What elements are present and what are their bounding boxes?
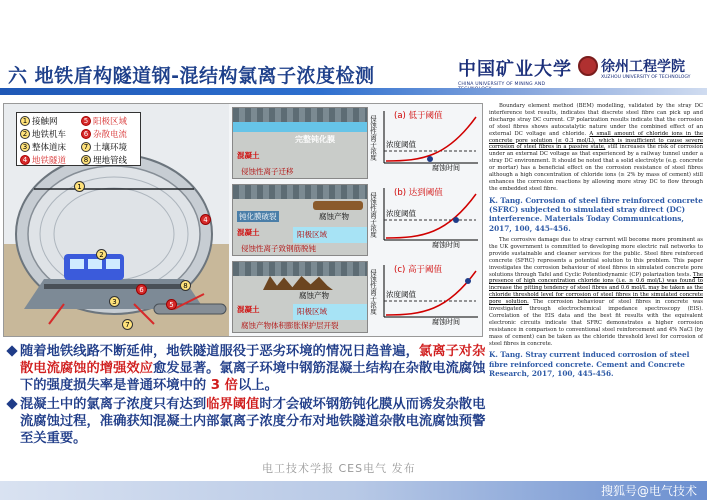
legend-num: 4	[20, 155, 30, 165]
bullet-text: 以上。	[237, 378, 278, 393]
graph-title: (a) 低于阈值	[394, 111, 443, 121]
legend-num: 3	[20, 142, 30, 152]
abstract-text: The corrosive damage due to stray current will become more prominent as the UK government is committed to developing more electric rail networks to provide sustainable and cleaner services for the public. Steel fibre reinforced concrete (SFRC) represents a potential solution to this problem. This paper investigates the corrosion behaviour of steel fibres in simulated concrete pore solutions through Tafel and Cyclic Potentiodynamic (CP) polarization tests.	[489, 236, 703, 278]
rust-product	[313, 201, 363, 210]
threshold-graph	[369, 107, 482, 179]
cumt-logo-en: CHINA UNIVERSITY OF MINING AND	[458, 82, 546, 87]
legend-label: 整体道床	[32, 143, 67, 153]
title-underline-bar	[0, 88, 707, 95]
bullet-highlight: 临界阈值	[206, 397, 260, 412]
legend-num: 7	[81, 142, 91, 152]
abstract-text: still increases the risk of corrosion under an external DC voltage as that experienced by a railway tunnel under a stray DC environment. It should be noted that a solid electrolyte (e.g. concrete or mortar) has a beneficial effect on the corrosion resistance of steel fibres although a high concentration of chloride ions (≥ 2% by mass of cement) still enhances the corrosion reactions by allowing more stray DC to flow through the embedded steel fibre.	[489, 144, 703, 192]
abstract-text: The corrosion behaviour of steel fibres in concrete was investigated through electrochemical impedance spectroscopy (EIS). Correlation of the EIS data and the best fit results with the equivalent electronic circuits indicate that SFRC demonstrates a higher corrosion resistance in comparison to conventional steel reinforcement and 4% NaCl (by mass of cement) can be taken as the chloride threshold level for corrosion of steel fibres in concrete.	[489, 299, 703, 347]
legend-label: 埋地管线	[93, 156, 128, 166]
bullet-item	[6, 396, 486, 447]
panel-below-threshold	[232, 107, 483, 181]
callout-marker: 5	[166, 299, 177, 310]
legend-label: 杂散电流	[93, 130, 128, 140]
legend-label: 地铁机车	[32, 130, 67, 140]
bullet-text: 时才会破坏钢筋钝化膜从而诱发杂散电流腐蚀过程，准确获知混凝土内部氯离子浓度分布对地铁隧道杂散电流腐蚀预警至关重要。	[20, 397, 486, 446]
figure-legend	[16, 112, 141, 166]
legend-num: 2	[20, 129, 30, 139]
bullet-text: 随着地铁线路不断延伸，地铁隧道服役于恶劣环境的情况日趋普遍，	[20, 344, 419, 359]
concrete-label: 混凝土	[237, 305, 260, 314]
legend-item	[81, 141, 127, 153]
process-label: 腐蚀产物体积膨胀保护层开裂	[241, 321, 339, 330]
corrosion-figure	[3, 103, 483, 337]
threshold-label: 浓度阈值	[386, 209, 416, 218]
xzit-logo-en: XUZHOU UNIVERSITY OF TECHNOLOGY	[601, 75, 691, 80]
legend-item	[20, 141, 66, 153]
concrete-section	[232, 261, 368, 333]
bullet-list	[6, 343, 486, 449]
callout-marker: 4	[200, 214, 211, 225]
x-axis-label: 腐蚀时间	[432, 164, 460, 172]
reference-column	[489, 103, 703, 421]
xzit-logo-cn: 徐州工程学院	[601, 59, 685, 75]
legend-num: 8	[81, 155, 91, 165]
threshold-graph	[369, 261, 482, 333]
graph-title: (c) 高于阈值	[394, 265, 443, 275]
bullet-highlight: 氯离子对杂散电流腐蚀的增强效应	[20, 344, 486, 376]
x-axis-label: 腐蚀时间	[432, 318, 460, 326]
crack-region	[263, 276, 333, 290]
threshold-label: 浓度阈值	[386, 290, 416, 299]
legend-label: 阳极区域	[93, 117, 128, 127]
cumt-logo-cn: 中国矿业大学	[458, 59, 572, 80]
y-axis-label: 侵蚀性离子浓度	[369, 192, 377, 238]
x-axis-label: 腐蚀时间	[432, 241, 460, 249]
rust-label: 腐蚀产物	[319, 212, 349, 221]
callout-marker: 3	[109, 296, 120, 307]
abstract-highlight: A small amount of chloride ions in the concrete pore solution (≤ 0.3 mol/L), which is insufficient to cause severe corrosion of steel fibres in a passive state,	[489, 130, 703, 151]
legend-item	[20, 154, 66, 166]
steel-layer	[233, 108, 368, 122]
concrete-label: 混凝土	[237, 151, 260, 160]
bullet-highlight: 3 倍	[210, 378, 238, 393]
watermark-text: 搜狐号@电气技术	[600, 484, 697, 498]
footer-bar	[0, 481, 707, 500]
y-axis-label: 侵蚀性离子浓度	[369, 115, 377, 161]
reference-citation: K. Tang. Stray current induced corrosion of steel fibre reinforced concrete. Cement and Concrete Research, 2017, 100, 445-456.	[489, 350, 690, 379]
seal-icon	[578, 56, 598, 76]
legend-item	[81, 154, 127, 166]
steel-layer	[233, 262, 368, 276]
rust-label: 腐蚀产物	[299, 291, 329, 300]
xzit-logo	[578, 54, 703, 88]
legend-num: 5	[81, 116, 91, 126]
steel-layer	[233, 185, 368, 199]
reference-citation: K. Tang. Corrosion of steel fibre reinforced concrete (SFRC) subjected to simulated stray direct (DC) interference. Materials Today Communications, 2017, 100, 445-456.	[489, 195, 703, 233]
zone-label: 阳极区域	[297, 307, 327, 316]
process-label: 侵蚀性离子迁移	[241, 167, 294, 176]
legend-num: 1	[20, 116, 30, 126]
abstract-paragraph	[489, 103, 703, 193]
callout-marker: 1	[74, 181, 85, 192]
bullet-text: 混凝土中的氯离子浓度只有达到	[20, 397, 207, 412]
callout-marker: 8	[180, 280, 191, 291]
footer	[0, 455, 707, 500]
film-label: 钝化膜破裂	[239, 212, 277, 221]
footer-publisher: 电工技术学报 CES电气 发布	[262, 462, 416, 475]
graph-title: (b) 达到阈值	[394, 188, 443, 198]
callout-marker: 7	[122, 319, 133, 330]
y-axis-label: 侵蚀性离子浓度	[369, 269, 377, 315]
legend-label: 接触网	[32, 117, 58, 127]
zone-label: 阳极区域	[297, 230, 327, 239]
legend-item	[20, 115, 58, 127]
abstract-text: Boundary element method (BEM) modelling, validated by the stray DC interference test results, indicates that discrete steel fibre can pick up and discharge stray DC current. CP polarization results indicate that the corrosion of steel fibres shows autocatalytic nature under the combined effect of an external DC voltage and chloride.	[489, 103, 703, 137]
callout-marker: 2	[96, 249, 107, 260]
threshold-label: 浓度阈值	[386, 140, 416, 149]
bullet-item	[6, 343, 486, 394]
legend-item	[20, 128, 66, 140]
concrete-label: 混凝土	[237, 228, 260, 237]
abstract-paragraph	[489, 237, 703, 348]
legend-item	[81, 115, 127, 127]
panel-at-threshold	[232, 184, 483, 258]
concrete-section	[232, 107, 368, 179]
bullet-text: 愈发显著。氯离子环境中钢筋混凝土结构在杂散电流腐蚀下的强度损失率是普通环境中的	[20, 361, 486, 393]
process-label: 侵蚀性离子致钢筋脱钝	[241, 244, 316, 253]
passive-film	[233, 122, 368, 132]
abstract-highlight: The presence of high concentration chloride ions (i.e. ≥ 0.6 mol/L) was found to increase the pitting tendency of steel fibres and 0.6 mol/L may be taken as the chloride threshold level for corrosion of steel fibres in the simulated concrete pore solution.	[489, 271, 703, 306]
page-title: 六 地铁盾构隧道钢-混结构氯离子浓度检测	[8, 65, 375, 87]
tunnel-illustration	[4, 104, 229, 337]
legend-item	[81, 128, 127, 140]
legend-label: 地铁隧道	[32, 156, 67, 166]
concrete-section	[232, 184, 368, 256]
header	[0, 50, 707, 98]
film-label: 完整钝化膜	[295, 135, 335, 144]
threshold-graph	[369, 184, 482, 256]
legend-num: 6	[81, 129, 91, 139]
panel-above-threshold	[232, 261, 483, 335]
callout-marker: 6	[136, 284, 147, 295]
legend-label: 土壤环境	[93, 143, 128, 153]
cumt-logo	[458, 55, 576, 87]
